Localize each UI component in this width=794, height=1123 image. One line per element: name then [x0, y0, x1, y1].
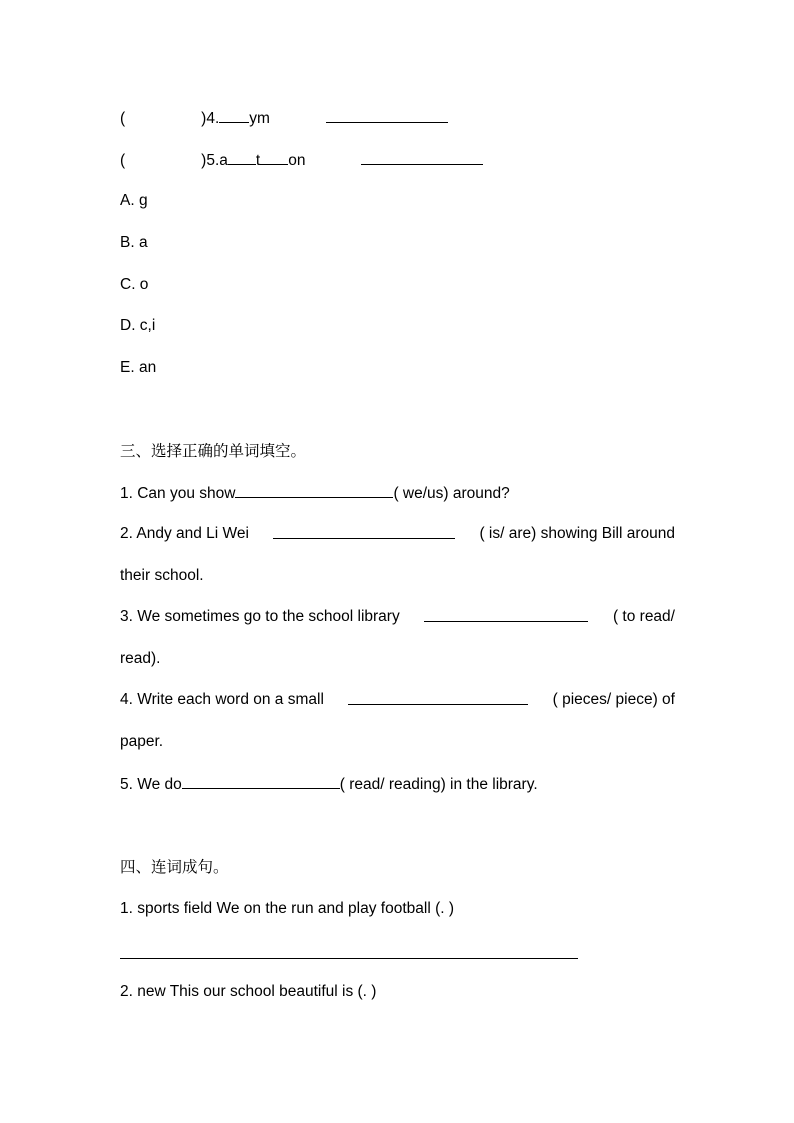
option-a: A. g: [120, 192, 148, 209]
option-e: E. an: [120, 359, 157, 376]
s3-question-3-cont: read).: [120, 650, 161, 667]
letter-blank[interactable]: [228, 150, 256, 165]
answer-blank[interactable]: [424, 607, 588, 622]
s3-question-1: [120, 483, 510, 504]
word-fragment: ym: [249, 110, 270, 127]
s3-question-4: [120, 690, 675, 710]
s3-question-5: [120, 774, 538, 795]
option-b: B. a: [120, 234, 148, 251]
question-options: ( pieces/ piece) of: [552, 691, 675, 708]
section4-heading: 四、连词成句。: [120, 858, 229, 876]
answer-line[interactable]: [120, 958, 578, 959]
section3-heading: 三、选择正确的单词填空。: [120, 442, 307, 460]
answer-blank[interactable]: [273, 524, 455, 539]
question-options: ( to read/: [612, 608, 675, 625]
s3-question-2-cont: their school.: [120, 567, 204, 584]
answer-blank[interactable]: [361, 150, 483, 165]
answer-blank[interactable]: [348, 690, 528, 705]
question-text: 3. We sometimes go to the school library: [120, 608, 400, 625]
answer-blank[interactable]: [326, 108, 448, 123]
question-text: 4. Write each word on a small: [120, 691, 324, 708]
s4-question-1: 1. sports field We on the run and play football (. ): [120, 900, 455, 917]
answer-blank[interactable]: [182, 774, 340, 789]
question-options: ( is/ are) showing Bill around: [479, 525, 675, 542]
question-text: 1. Can you show: [120, 485, 236, 502]
option-c: C. o: [120, 276, 149, 293]
item-number: )5.a: [201, 152, 228, 169]
match-item-4: [120, 108, 448, 129]
question-options: ( read/ reading) in the library.: [339, 776, 538, 793]
word-fragment: on: [288, 152, 306, 169]
option-d: D. c,i: [120, 317, 156, 334]
match-item-5: [120, 150, 483, 171]
s3-question-3: [120, 607, 675, 627]
s3-question-2: [120, 524, 675, 544]
paren-open: (: [120, 152, 126, 169]
question-options: ( we/us) around?: [393, 485, 510, 502]
question-text: 2. Andy and Li Wei: [120, 525, 249, 542]
word-fragment: t: [255, 152, 261, 169]
s4-question-2: 2. new This our school beautiful is (. ): [120, 983, 377, 1000]
letter-blank[interactable]: [219, 108, 249, 123]
letter-blank[interactable]: [260, 150, 288, 165]
answer-blank[interactable]: [235, 483, 393, 498]
s3-question-4-cont: paper.: [120, 733, 164, 750]
paren-open: (: [120, 110, 126, 127]
item-number: )4.: [201, 110, 220, 127]
question-text: 5. We do: [120, 776, 182, 793]
